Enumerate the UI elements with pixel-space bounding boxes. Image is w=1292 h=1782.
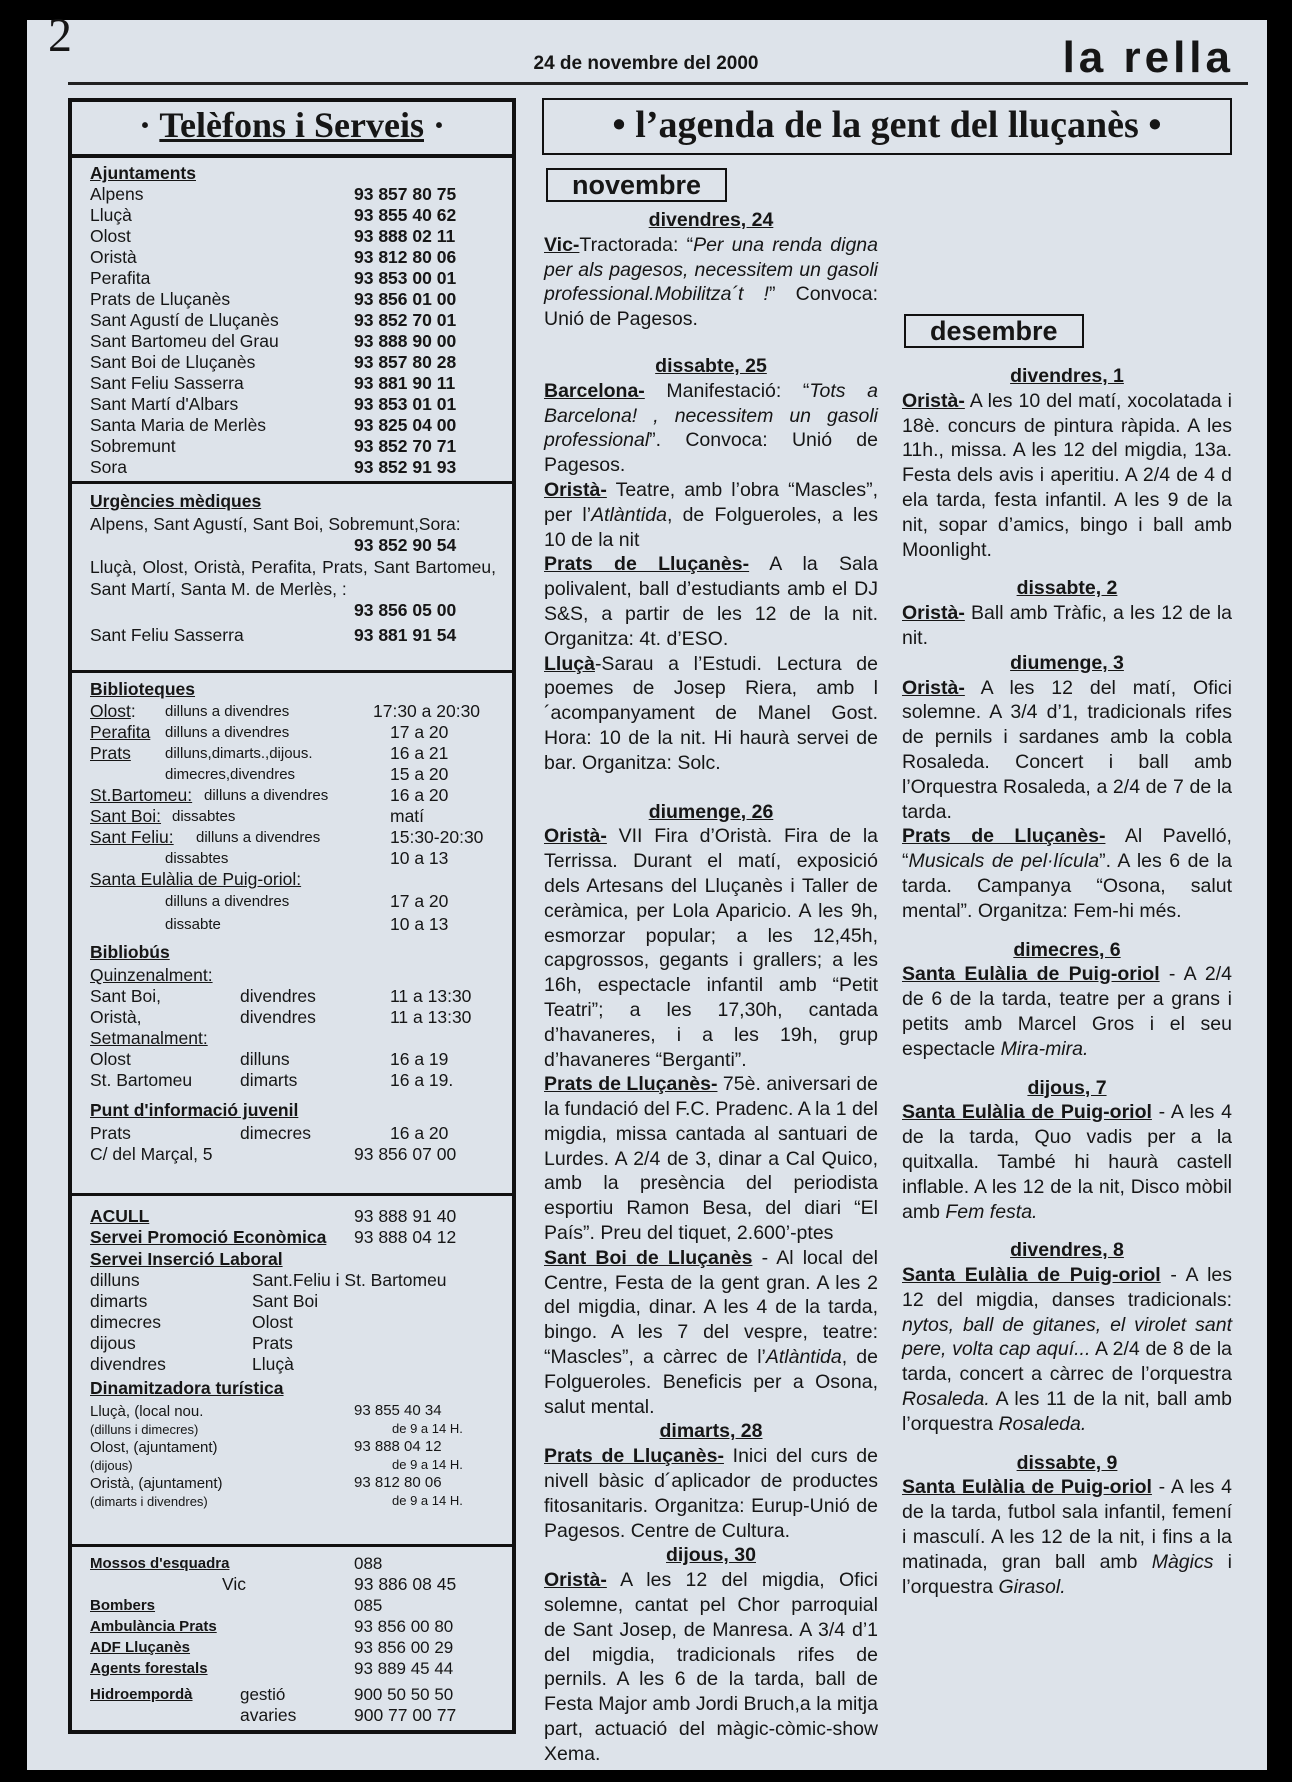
agents-phone: 93 889 45 44 [354, 1659, 454, 1678]
library-hours: 16 a 21 [390, 743, 449, 763]
library-place [90, 827, 174, 847]
day-heading: dijous, 7 [1027, 1076, 1107, 1099]
list-row [90, 373, 512, 394]
event-entry: Oristà- VII Fira d’Oristà. Fira de la Terrissa. Durant el matí, exposició dels Artesans del Lluçanès i Taller de ceràmica, per Lola Aparicio. A les 9h, esmorzar popular; a les 12,45h, capgrossos, gegants i grallers; a les 16h, espectacle infantil amb “Petit Teatri”; a les 17,30h, cantada d’havaneres, i a les 19h, grup d’havaneres “Berganti”. [544, 825, 878, 1071]
library-days: dissabte [165, 916, 221, 933]
town-phone: 93 852 70 01 [354, 310, 457, 330]
eulalia-label: Santa Eulàlia de Puig-oriol: [90, 869, 302, 889]
schedule-day: divendres [240, 1007, 316, 1027]
urgencies-phone-1: 93 852 90 54 [354, 535, 457, 555]
services-section [72, 1196, 512, 1547]
ajuntaments-heading: Ajuntaments [90, 163, 196, 183]
list-row [90, 701, 512, 722]
list-row [90, 436, 512, 457]
town-phone: 93 857 80 75 [354, 184, 457, 204]
town-phone: 93 888 02 11 [354, 226, 456, 246]
agenda-column-2 [902, 312, 1232, 1599]
dinam-phone: 93 888 04 12 [354, 1438, 442, 1455]
agenda-title: l’agenda de la gent del lluçanès [635, 104, 1139, 146]
event-entry: Santa Eulàlia de Puig-oriol - A les 4 de la tarda, Quo vadis per a la quitxalla. També hi haurà castell inflable. A les 12 de la nit, Disco mòbil amb Fem festa. [902, 1101, 1232, 1223]
avaries-phone: 900 77 00 77 [354, 1705, 457, 1725]
library-place [90, 743, 131, 763]
event-entry: Lluçà-Sarau a l’Estudi. Lectura de poemes de Josep Riera, amb l´acompanyament de Manel Gost. Hora: 10 de la nit. Hi haurà servei de bar. Organitza: Solc. [544, 652, 878, 774]
dinam-place: Lluçà, (local nou. [90, 1403, 204, 1420]
day-heading: dimarts, 28 [659, 1420, 763, 1443]
dinam-phone: 93 812 80 06 [354, 1474, 442, 1491]
event-entry: Oristà- A les 10 del matí, xocolatada i 18è. concurs de pintura ràpida. A les 11h., missa. A les 12 del migdia, 13a. Festa dels avis i aperitiu. A 2/4 de 4 d ela tarda, festa infantil. A les 9 de la nit, sopar d’amics, bingo i ball amb Moonlight. [902, 389, 1232, 561]
promocio-phone: 93 888 04 12 [354, 1227, 457, 1247]
day-heading: dissabte, 9 [1016, 1451, 1118, 1474]
library-hours: 17 a 20 [390, 891, 449, 911]
dinam-list [90, 1401, 512, 1509]
town-phone: 93 853 00 01 [354, 268, 457, 288]
schedule-day: dilluns [240, 1049, 290, 1069]
schedule-place: Prats [90, 1123, 131, 1143]
masthead-logo: la rella [1062, 33, 1234, 82]
urgencies-section [72, 484, 512, 673]
urgencies-place-3: Sant Feliu Sasserra [90, 625, 244, 645]
town-name: Oristà [90, 247, 137, 267]
setmanal-list [90, 1049, 512, 1091]
vic-label: Vic [222, 1574, 246, 1594]
list-row [90, 1070, 512, 1091]
list-row [90, 1456, 512, 1473]
insercio-place: Prats [252, 1333, 293, 1353]
event-entry: Santa Eulàlia de Puig-oriol - A les 12 del migdia, danses tradicionals: nytos, ball de gitanes, el virolet sant pere, volta cap aquí... A 2/4 de 8 de la tarda, concert a càrrec de l’orquestra Rosaleda. A les 11 de la nit, ball amb l’orquestra Rosaleda. [902, 1264, 1232, 1435]
urgencies-phone-3: 93 881 91 54 [354, 625, 457, 645]
list-row [90, 1291, 512, 1312]
month-desembre: desembre [904, 314, 1084, 348]
library-hours: 16 a 20 [390, 785, 449, 805]
library-hours: matí [390, 806, 425, 826]
library-days: dilluns a divendres [165, 893, 290, 910]
town-name: Sant Boi de Lluçanès [90, 352, 256, 372]
library-days: dissabtes [172, 808, 236, 825]
town-name: Santa Maria de Merlès [90, 415, 267, 435]
urgencies-phone-2: 93 856 05 00 [354, 600, 457, 620]
insercio-place: Olost [252, 1312, 293, 1332]
insercio-day: divendres [90, 1354, 166, 1374]
library-days: dilluns a divendres [165, 724, 290, 741]
hidro-label: Hidroempordà [90, 1686, 193, 1703]
town-phone: 93 888 90 00 [354, 331, 457, 351]
event-entry: Oristà- A les 12 del matí, Ofici solemne. A 3/4 d’1, tradicionals rifes de pernils i sardanes amb la cobla Rosaleda. Concert i ball amb l’Orquestra Rosaleda, a 2/4 de 7 de la tarda. [902, 676, 1232, 823]
header-rule [68, 82, 1248, 85]
library-days: dilluns a divendres [165, 703, 290, 720]
schedule-hours: 16 a 19 [390, 1049, 449, 1069]
dinam-place: Oristà, (ajuntament) [90, 1475, 223, 1492]
phones-services-box [68, 98, 516, 1734]
list-row [90, 1333, 512, 1354]
list-row [90, 1312, 512, 1333]
town-name: Olost [90, 226, 131, 246]
list-row [90, 785, 512, 806]
list-row [90, 1007, 512, 1028]
town-phone: 93 812 80 06 [354, 247, 457, 267]
schedule-place: St. Bartomeu [90, 1070, 193, 1090]
day-heading: diumenge, 3 [1010, 651, 1124, 674]
list-row [90, 743, 512, 764]
event-entry: Barcelona- Manifestació: “Tots a Barcelona! , necessitem un gasoli professional”. Convoca: Unió de Pagesos. [544, 379, 878, 477]
town-name: Prats de Lluçanès [90, 289, 231, 309]
list-row [90, 310, 512, 331]
ajuntaments-list [90, 184, 512, 478]
juvenil-heading: Punt d'informació juvenil [90, 1100, 299, 1120]
list-row [90, 1437, 512, 1456]
library-place-name: Prats [90, 743, 131, 763]
list-row [90, 986, 512, 1007]
insercio-place: Sant.Feliu i St. Bartomeu [252, 1270, 447, 1290]
ambulancia-label: Ambulància Prats [90, 1618, 217, 1635]
day-heading: divendres, 24 [648, 209, 774, 231]
schedule-day: divendres [240, 986, 316, 1006]
list-row [90, 1492, 512, 1509]
eulalia-list [90, 891, 512, 937]
schedule-place: C/ del Marçal, 5 [90, 1144, 213, 1164]
library-hours: 17 a 20 [390, 722, 449, 742]
gestio-phone: 900 50 50 50 [354, 1685, 454, 1704]
quinzenal-list [90, 986, 512, 1028]
list-row [90, 1420, 512, 1437]
town-phone: 93 855 40 62 [354, 205, 457, 225]
dinam-when: (dimarts i divendres) [90, 1494, 208, 1509]
day-heading: divendres, 1 [1010, 365, 1124, 387]
bombers-phone: 085 [354, 1596, 383, 1615]
urgencies-group-2: Lluçà, Olost, Oristà, Perafita, Prats, Sant Bartomeu, Sant Martí, Santa M. de Merlès, : [90, 557, 496, 599]
event-entry: Prats de Lluçanès- 75è. aniversari de la fundació del F.C. Pradenc. A la 1 del migdia, missa cantada al santuari de Lurdes. A 2/4 de 3, dinar a Cal Quico, amb la presència del periodista esportiu Ramon Besa, del diari “El País”. Preu del tiquet, 2.600’-ptes [544, 1073, 878, 1245]
juvenil-list [90, 1123, 512, 1165]
dinam-heading: Dinamitzadora turística [90, 1378, 284, 1398]
ambulancia-phone: 93 856 00 80 [354, 1617, 454, 1636]
setmanal-label: Setmanalment: [90, 1028, 208, 1048]
insercio-list [90, 1270, 512, 1375]
list-row [90, 247, 512, 268]
library-hours: 10 a 13 [390, 848, 449, 868]
urgencies-heading: Urgències mèdiques [90, 491, 262, 511]
list-row [90, 394, 512, 415]
day-heading: divendres, 8 [1010, 1239, 1124, 1262]
insercio-day: dijous [90, 1333, 136, 1353]
avaries-label: avaries [240, 1705, 297, 1725]
dinam-when: (dijous) [90, 1458, 133, 1473]
list-row [90, 289, 512, 310]
acull-phone: 93 888 91 40 [354, 1206, 457, 1226]
day-heading: dimecres, 6 [1013, 938, 1121, 961]
promocio-label: Servei Promoció Econòmica [90, 1227, 327, 1247]
insercio-heading: Servei Inserció Laboral [90, 1249, 283, 1269]
list-row [90, 415, 512, 436]
bibliobus-heading: Bibliobús [90, 942, 170, 962]
library-days: dimecres,divendres [165, 766, 296, 783]
issue-date: 24 de novembre del 2000 [533, 53, 759, 74]
library-days: dilluns a divendres [196, 829, 321, 846]
library-place [90, 722, 150, 742]
schedule-place: Sant Boi, [90, 986, 162, 1006]
list-row [90, 891, 512, 914]
dinam-when: (dilluns i dimecres) [90, 1422, 199, 1437]
town-phone: 93 857 80 28 [354, 352, 457, 372]
library-place [90, 701, 136, 721]
list-row [90, 184, 512, 205]
list-row [90, 722, 512, 743]
insercio-place: Sant Boi [252, 1291, 319, 1311]
list-row [90, 1270, 512, 1291]
quinzenal-label: Quinzenalment: [90, 965, 213, 985]
agenda-column-1 [544, 166, 878, 1767]
emergency-section [72, 1547, 512, 1729]
mossos-phone: 088 [354, 1554, 383, 1573]
town-name: Sora [90, 457, 127, 477]
day-heading: dissabte, 2 [1016, 577, 1118, 600]
event-entry: Santa Eulàlia de Puig-oriol - A 2/4 de 6 de la tarda, teatre per a grans i petits amb Marcel Gros i el seu espectacle Mira-mira. [902, 963, 1232, 1060]
library-place-name: Perafita [90, 722, 151, 742]
town-name: Sant Agustí de Lluçanès [90, 310, 279, 330]
schedule-hours: 11 a 13:30 [390, 986, 472, 1006]
list-row [90, 268, 512, 289]
town-phone: 93 853 01 01 [354, 394, 457, 414]
town-phone: 93 852 91 93 [354, 457, 457, 477]
list-row [90, 827, 512, 848]
library-hours: 17:30 a 20:30 [373, 701, 481, 721]
list-row [90, 1123, 512, 1144]
town-name: Sant Martí d'Albars [90, 394, 239, 414]
event-entry: Santa Eulàlia de Puig-oriol - A les 4 de la tarda, futbol sala infantil, femení i masculí. A les 12 de la nit, i fins a la matinada, gran ball amb Màgics i l’orquestra Girasol. [902, 1476, 1233, 1598]
list-row [90, 914, 512, 937]
schedule-hours: 11 a 13:30 [390, 1007, 472, 1027]
urgencies-group-1: Alpens, Sant Agustí, Sant Boi, Sobremunt,Sora: [90, 514, 461, 534]
town-name: Sobremunt [90, 436, 176, 456]
schedule-day: dimarts [240, 1070, 298, 1090]
library-days: dilluns a divendres [204, 787, 329, 804]
dinam-hours: de 9 a 14 H. [392, 1457, 463, 1472]
schedule-hours: 93 856 07 00 [354, 1144, 457, 1164]
library-place-name: Sant Boi: [90, 806, 162, 826]
event-entry: Sant Boi de Lluçanès - Al local del Centre, Festa de la gent gran. A les 2 del migdia, dinar. A les 4 de la tarda, bingo. A les 7 del vespre, teatre: “Mascles”, a càrrec de l’Atlàntida, de Folgueroles. Beneficis per a Osona, salut mental. [544, 1246, 878, 1418]
library-days: dilluns,dimarts.,dijous. [165, 745, 313, 762]
event-entry: Oristà- Teatre, amb l’obra “Mascles”, per l’Atlàntida, de Folgueroles, a les 10 de la nit [544, 478, 878, 551]
event-entry: Prats de Lluçanès- Al Pavelló, “Musicals de pel·lícula”. A les 6 de la tarda. Campanya “Osona, salut mental”. Organitza: Fem-hi més. [902, 825, 1232, 922]
list-row [90, 352, 512, 373]
schedule-hours: 16 a 20 [390, 1123, 449, 1143]
list-row [90, 226, 512, 247]
schedule-day: dimecres [240, 1123, 311, 1143]
town-phone: 93 881 90 11 [354, 373, 456, 393]
dinam-phone: 93 855 40 34 [354, 1402, 442, 1419]
town-name: Sant Feliu Sasserra [90, 373, 244, 393]
phones-title: · Telèfons i Serveis · [72, 102, 512, 158]
library-place-name: Olost [90, 701, 131, 721]
list-row [90, 205, 512, 226]
acull-label: ACULL [90, 1206, 150, 1226]
libraries-heading: Biblioteques [90, 679, 196, 699]
list-row [90, 806, 512, 827]
library-hours: 10 a 13 [390, 914, 449, 934]
library-place-name: St.Bartomeu: [90, 785, 193, 805]
dinam-hours: de 9 a 14 H. [392, 1493, 463, 1508]
insercio-day: dimarts [90, 1291, 148, 1311]
mossos-label: Mossos d'esquadra [90, 1555, 230, 1572]
library-place [90, 806, 161, 826]
town-phone: 93 825 04 00 [354, 415, 457, 435]
insercio-day: dilluns [90, 1270, 140, 1290]
list-row [90, 1354, 512, 1375]
day-heading: diumenge, 26 [648, 800, 774, 823]
list-row [90, 1401, 512, 1420]
library-place-name: Sant Feliu: [90, 827, 174, 847]
list-row [90, 1473, 512, 1492]
list-row [90, 1049, 512, 1070]
gestio-label: gestió [240, 1685, 286, 1704]
list-row [90, 1144, 512, 1165]
schedule-place: Oristà, [90, 1007, 142, 1027]
event-entry: Vic-Tractorada: “Per una renda digna per als pagesos, necessitem un gasoli professional.Mobilitza´t !” Convoca: Unió de Pagesos. [544, 233, 878, 331]
event-entry: Prats de Lluçanès- Inici del curs de nivell bàsic d´aplicador de productes fitosanitaris. Organitza: Eurup-Unió de Pagesos. Centre de Cultura. [544, 1445, 878, 1542]
town-phone: 93 852 70 71 [354, 436, 457, 456]
library-days: dissabtes [165, 850, 229, 867]
list-row [90, 331, 512, 352]
page-number: 2 [48, 9, 72, 62]
bombers-label: Bombers [90, 1597, 156, 1614]
adf-phone: 93 856 00 29 [354, 1638, 454, 1657]
library-hours: 15:30-20:30 [390, 827, 484, 847]
schedule-place: Olost [90, 1049, 131, 1069]
ajuntaments-section [72, 158, 512, 484]
town-name: Alpens [90, 184, 144, 204]
list-row [90, 848, 512, 869]
insercio-place: Lluçà [252, 1354, 294, 1374]
event-entry: Oristà- A les 12 del migdia, Ofici solemne, cantat pel Chor parroquial de Sant Josep, de Manresa. A 3/4 d’1 del migdia, tradicionals rifes de pernils. A les 6 de la tarda, ball de Festa Major amb Jordi Bruch,a la mitja part, actuació del màgic-còmic-show Xema. [544, 1569, 878, 1765]
list-row [90, 764, 512, 785]
libraries-section [72, 673, 512, 1196]
day-heading: dijous, 30 [666, 1544, 756, 1567]
town-name: Perafita [90, 268, 151, 288]
libraries-list [90, 701, 512, 869]
agenda-banner: • l’agenda de la gent del lluçanès • [542, 98, 1232, 155]
library-place-suffix: : [130, 701, 136, 721]
town-phone: 93 856 01 00 [354, 289, 457, 309]
library-hours: 15 a 20 [390, 764, 449, 784]
month-novembre: novembre [546, 168, 727, 202]
library-place [90, 785, 192, 805]
day-heading: dissabte, 25 [655, 354, 767, 377]
town-name: Lluçà [90, 205, 132, 225]
list-row [90, 457, 512, 478]
event-entry: Prats de Lluçanès- A la Sala polivalent, ball d’estudiants amb el DJ S&S, a partir de les 12 de la nit. Organitza: 4t. d’ESO. [544, 553, 878, 650]
agents-label: Agents forestals [90, 1660, 208, 1677]
schedule-hours: 16 a 19. [390, 1070, 454, 1090]
insercio-day: dimecres [90, 1312, 161, 1332]
vic-phone: 93 886 08 45 [354, 1574, 457, 1594]
event-entry: Oristà- Ball amb Tràfic, a les 12 de la nit. [902, 602, 1232, 649]
dinam-place: Olost, (ajuntament) [90, 1439, 218, 1456]
dinam-hours: de 9 a 14 H. [392, 1421, 463, 1436]
adf-label: ADF Lluçanès [90, 1639, 191, 1656]
town-name: Sant Bartomeu del Grau [90, 331, 279, 351]
